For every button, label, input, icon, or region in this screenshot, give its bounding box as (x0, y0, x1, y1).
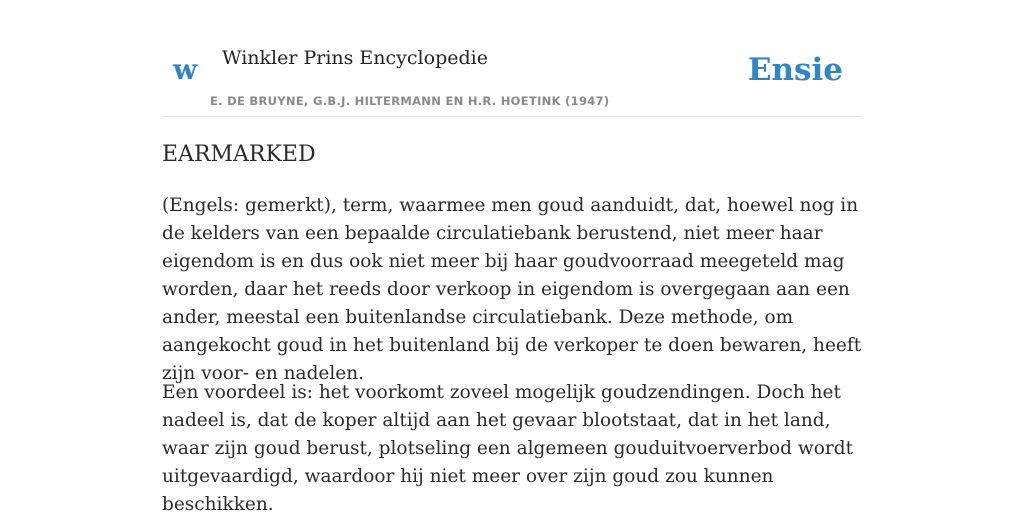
ensie-logo[interactable]: Ensie (747, 52, 843, 88)
entry-title: EARMARKED (162, 142, 316, 167)
source-authors: E. DE BRUYNE, G.B.J. HILTERMANN EN H.R. HOETINK (1947) (210, 94, 610, 108)
entry-paragraph: Een voordeel is: het voorkomt zoveel mogelijk goudzendingen. Doch het nadeel is, dat de koper altijd aan het gevaar blootstaat, dat in het land, waar zijn goud berust, plotseling een algemeen gouduitvoerverbod wordt uitgevaardigd, waardoor hij niet meer over zijn goud zou kunnen beschikken. (162, 382, 854, 515)
source-title[interactable]: Winkler Prins Encyclopedie (222, 47, 488, 69)
source-header (162, 0, 862, 117)
entry-paragraph: (Engels: gemerkt), term, waarmee men goud aanduidt, dat, hoewel nog in de kelders van een bepaalde circulatiebank berustend, niet meer haar eigendom is en dus ook niet meer bij haar goudvoorraad meegeteld mag worden, daar het reeds door verkoop in eigendom is overgegaan aan een ander, meestal een buitenlandse circulatiebank. Deze methode, om aangekocht goud in het buitenland bij de verkoper te doen bewaren, heeft zijn voor- en nadelen. (162, 195, 862, 384)
article-container (162, 0, 862, 515)
source-logo-icon[interactable]: w (173, 53, 198, 86)
